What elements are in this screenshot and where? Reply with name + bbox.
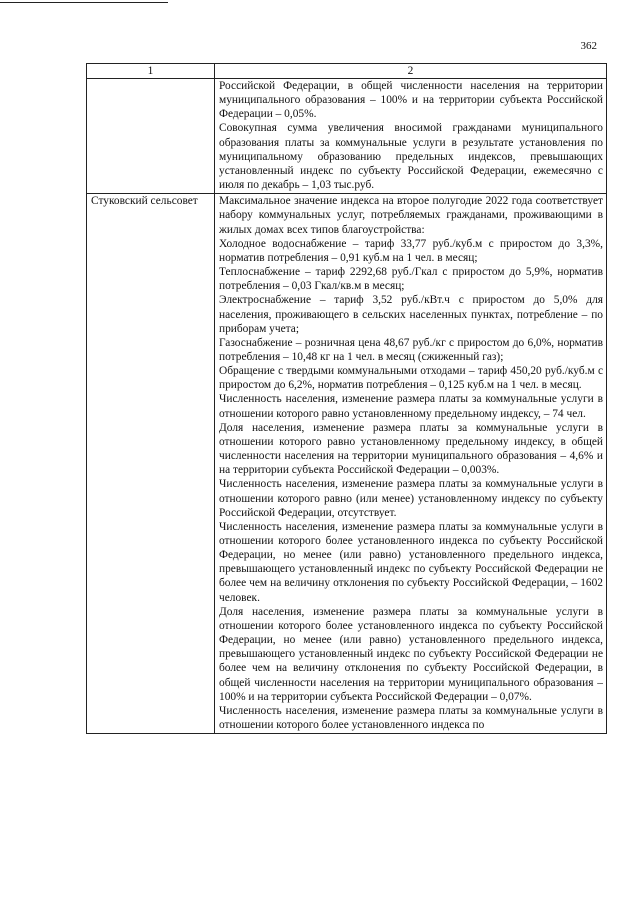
content-cell <box>215 194 607 734</box>
paragraph: Доля населения, изменение размера платы за коммунальные услуги в отношении которого более установленного индекса по субъекту Российской Федерации, но менее (или равно) установленного предельного индекса, превышающего установленный индекс по субъекту Российской Федерации не более чем на величину отклонения по субъекту Российской Федерации, в общей численности населения на территории муниципального образования – 100% и на территории субъекта Российской Федерации – 0,07%. <box>219 605 603 703</box>
paragraph: Численность населения, изменение размера платы за коммунальные услуги в отношении которого равно установленному предельному индексу, – 74 чел. <box>219 393 603 420</box>
table-row <box>87 79 607 194</box>
paragraph: Численность населения, изменение размера платы за коммунальные услуги в отношении которого более установленного индекса по <box>219 704 603 732</box>
region-name: Стуковский сельсовет <box>91 195 198 208</box>
table-header-row <box>87 64 607 79</box>
table-row <box>87 194 607 734</box>
paragraph: Совокупная сумма увеличения вносимой гражданами муниципального образования платы за коммунальные услуги в результате установления по муниципальному образованию предельных индексов, превышающих установленный индекс по субъекту Российской Федерации, ежемесячно с июля по декабрь – 1,03 тыс.руб. <box>219 122 603 192</box>
column-header-1: 1 <box>87 64 215 79</box>
paragraph: Численность населения, изменение размера платы за коммунальные услуги в отношении которого равно (или менее) установленному индексу по субъекту Российской Федерации, отсутствует. <box>219 478 603 519</box>
paragraph: Газоснабжение – розничная цена 48,67 руб./кг с приростом до 6,0%, норматив потребления – 10,48 кг на 1 чел. в месяц (сжиженный газ); <box>219 336 603 363</box>
document-table <box>86 63 607 734</box>
paragraph: Российской Федерации, в общей численности населения на территории муниципального образования – 100% и на территории субъекта Российской Федерации – 0,05%. <box>219 80 603 121</box>
paragraph: Максимальное значение индекса на второе полугодие 2022 года соответствует набору коммунальных услуг, потребляемых гражданами, проживающими в жилых домах всех типов благоустройства: <box>219 195 603 236</box>
region-cell <box>87 79 215 194</box>
paragraph: Численность населения, изменение размера платы за коммунальные услуги в отношении которого более установленного индекса по субъекту Российской Федерации, но менее (или равно) установленного предельного индекса, превышающего установленный индекс по субъекту Российской Федерации не более чем на величину отклонения по субъекту Российской Федерации, – 1602 человек. <box>219 520 603 604</box>
column-header-2: 2 <box>215 64 607 79</box>
paragraph: Доля населения, изменение размера платы за коммунальные услуги в отношении которого равно установленному предельному индексу, в общей численности населения на территории муниципального образования – 4,6% и на территории субъекта Российской Федерации – 0,003%. <box>219 421 603 477</box>
top-rule <box>0 2 168 3</box>
paragraph: Электроснабжение – тариф 3,52 руб./кВт.ч с приростом до 5,0% для населения, проживающего в сельских населенных пунктах, потребление – по приборам учета; <box>219 294 603 335</box>
paragraph: Теплоснабжение – тариф 2292,68 руб./Гкал с приростом до 5,9%, норматив потребления – 0,03 Гкал/кв.м в месяц; <box>219 266 603 293</box>
paragraph: Обращение с твердыми коммунальными отходами – тариф 450,20 руб./куб.м с приростом до 6,2%, норматив потребления – 0,125 куб.м на 1 чел. в месяц. <box>219 365 603 392</box>
region-cell <box>87 194 215 734</box>
content-cell <box>215 79 607 194</box>
paragraph: Холодное водоснабжение – тариф 33,77 руб./куб.м с приростом до 3,3%, норматив потребления – 0,91 куб.м на 1 чел. в месяц; <box>219 237 603 264</box>
page-number: 362 <box>580 40 597 52</box>
